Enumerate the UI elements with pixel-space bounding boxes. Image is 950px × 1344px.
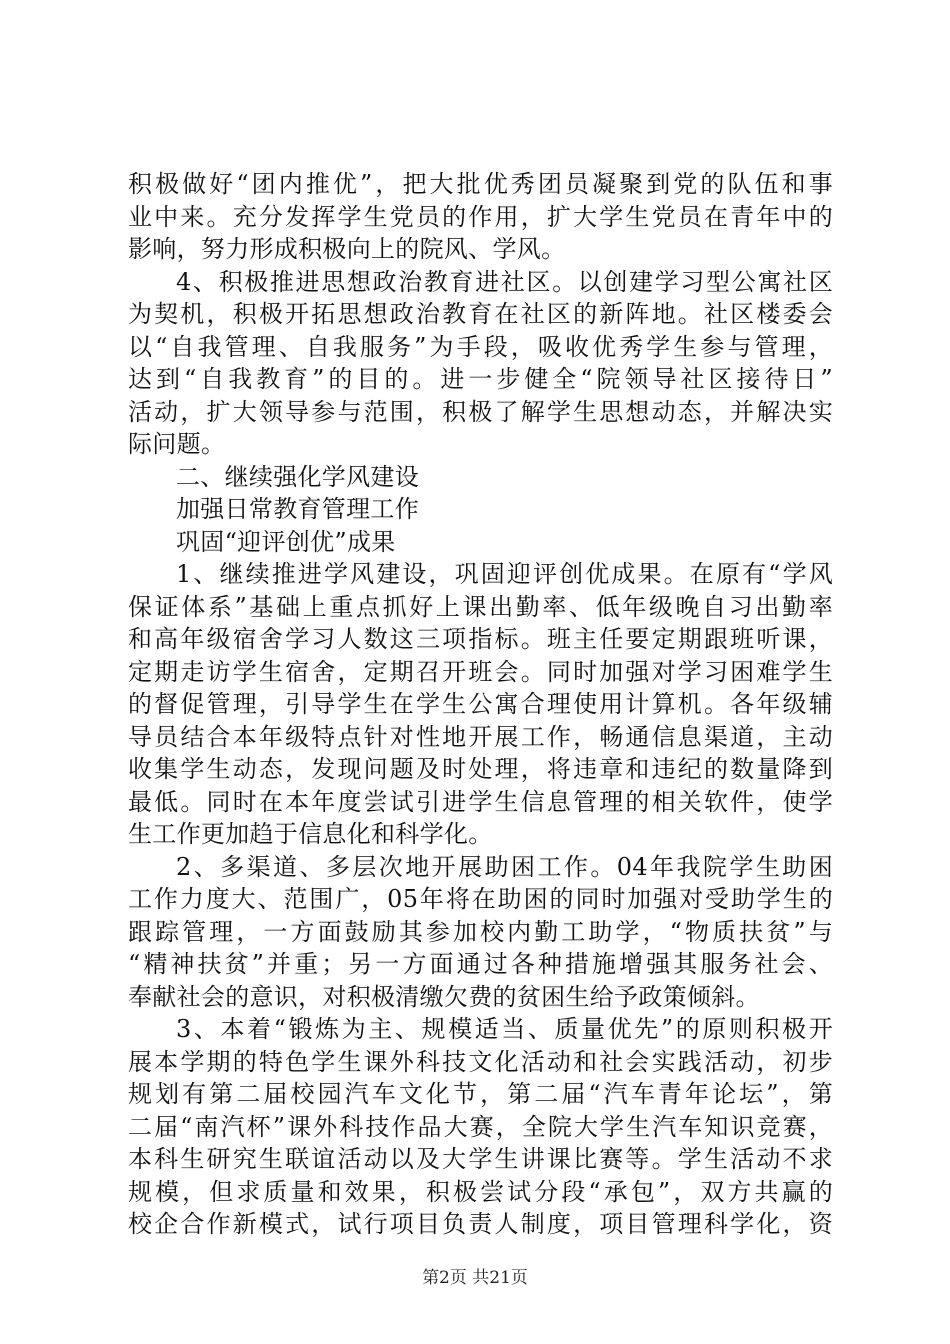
text-line: 收集学生动态，发现问题及时处理，将违章和违纪的数量降到 [128,755,833,783]
paragraph-start-line: 1、继续推进学风建设，巩固迎评创优成果。在原有“学风 [176,560,833,588]
text-line: 导员结合本年级特点针对性地开展工作，畅通信息渠道，主动 [128,722,833,751]
text-line: 生工作更加趋于信息化和科学化。 [128,820,493,848]
text-line: 以“自我管理、自我服务”为手段，吸收优秀学生参与管理， [128,332,833,361]
text-line: 定期走访学生宿舍，定期召开班会。同时加强对学习困难学生 [128,657,833,686]
section-heading: 二、继续强化学风建设 [176,462,419,491]
text-line: 规模，但求质量和效果，积极尝试分段“承包”，双方共赢的 [128,1177,833,1206]
text-line: 达到“自我教育”的目的。进一步健全“院领导社区接待日” [128,365,833,393]
paragraph-start-line: 3、本着“锻炼为主、规模适当、质量优先”的原则积极开 [176,1015,833,1043]
section-subheading: 巩固“迎评创优”成果 [176,527,396,556]
text-line: 二届“南汽杯”课外科技作品大赛，全院大学生汽车知识竞赛， [128,1112,833,1141]
section-subheading: 加强日常教育管理工作 [176,495,419,523]
text-line: 展本学期的特色学生课外科技文化活动和社会实践活动，初步 [128,1047,833,1076]
text-line: 跟踪管理，一方面鼓励其参加校内勤工助学，“物质扶贫”与 [128,917,833,946]
text-line: 本科生研究生联谊活动以及大学生讲课比赛等。学生活动不求 [128,1145,833,1173]
text-line: 际问题。 [128,430,226,458]
text-line: 的督促管理，引导学生在学生公寓合理使用计算机。各年级辅 [128,690,833,718]
text-line: 影响，努力形成积极向上的院风、学风。 [128,235,566,263]
text-line: 积极做好“团内推优”，把大批优秀团员凝聚到党的队伍和事 [128,170,833,198]
text-line: 奉献社会的意识，对积极清缴欠费的贫困生给予政策倾斜。 [128,982,760,1011]
paragraph-start-line: 2、多渠道、多层次地开展助困工作。04年我院学生助困 [176,852,833,881]
text-line: 保证体系”基础上重点抓好上课出勤率、低年级晚自习出勤率 [128,592,833,621]
page-number-footer: 第2页 共21页 [422,1268,528,1288]
body-text [128,168,833,1241]
text-line: 业中来。充分发挥学生党员的作用，扩大学生党员在青年中的 [128,202,833,231]
text-line: 为契机，积极开拓思想政治教育在社区的新阵地。社区楼委会 [128,300,833,328]
paragraph-start-line: 4、积极推进思想政治教育进社区。以创建学习型公寓社区 [176,267,833,296]
text-line: 最低。同时在本年度尝试引进学生信息管理的相关软件，使学 [128,787,833,816]
text-line: 规划有第二届校园汽车文化节，第二届“汽车青年论坛”，第 [128,1080,833,1108]
text-line: “精神扶贫”并重；另一方面通过各种措施增强其服务社会、 [128,950,833,978]
text-line: 工作力度大、范围广，05年将在助困的同时加强对受助学生的 [128,885,833,913]
text-line: 校企合作新模式，试行项目负责人制度，项目管理科学化，资 [128,1210,833,1238]
text-line: 和高年级宿舍学习人数这三项指标。班主任要定期跟班听课， [128,625,833,653]
text-line: 活动，扩大领导参与范围，积极了解学生思想动态，并解决实 [128,397,833,426]
